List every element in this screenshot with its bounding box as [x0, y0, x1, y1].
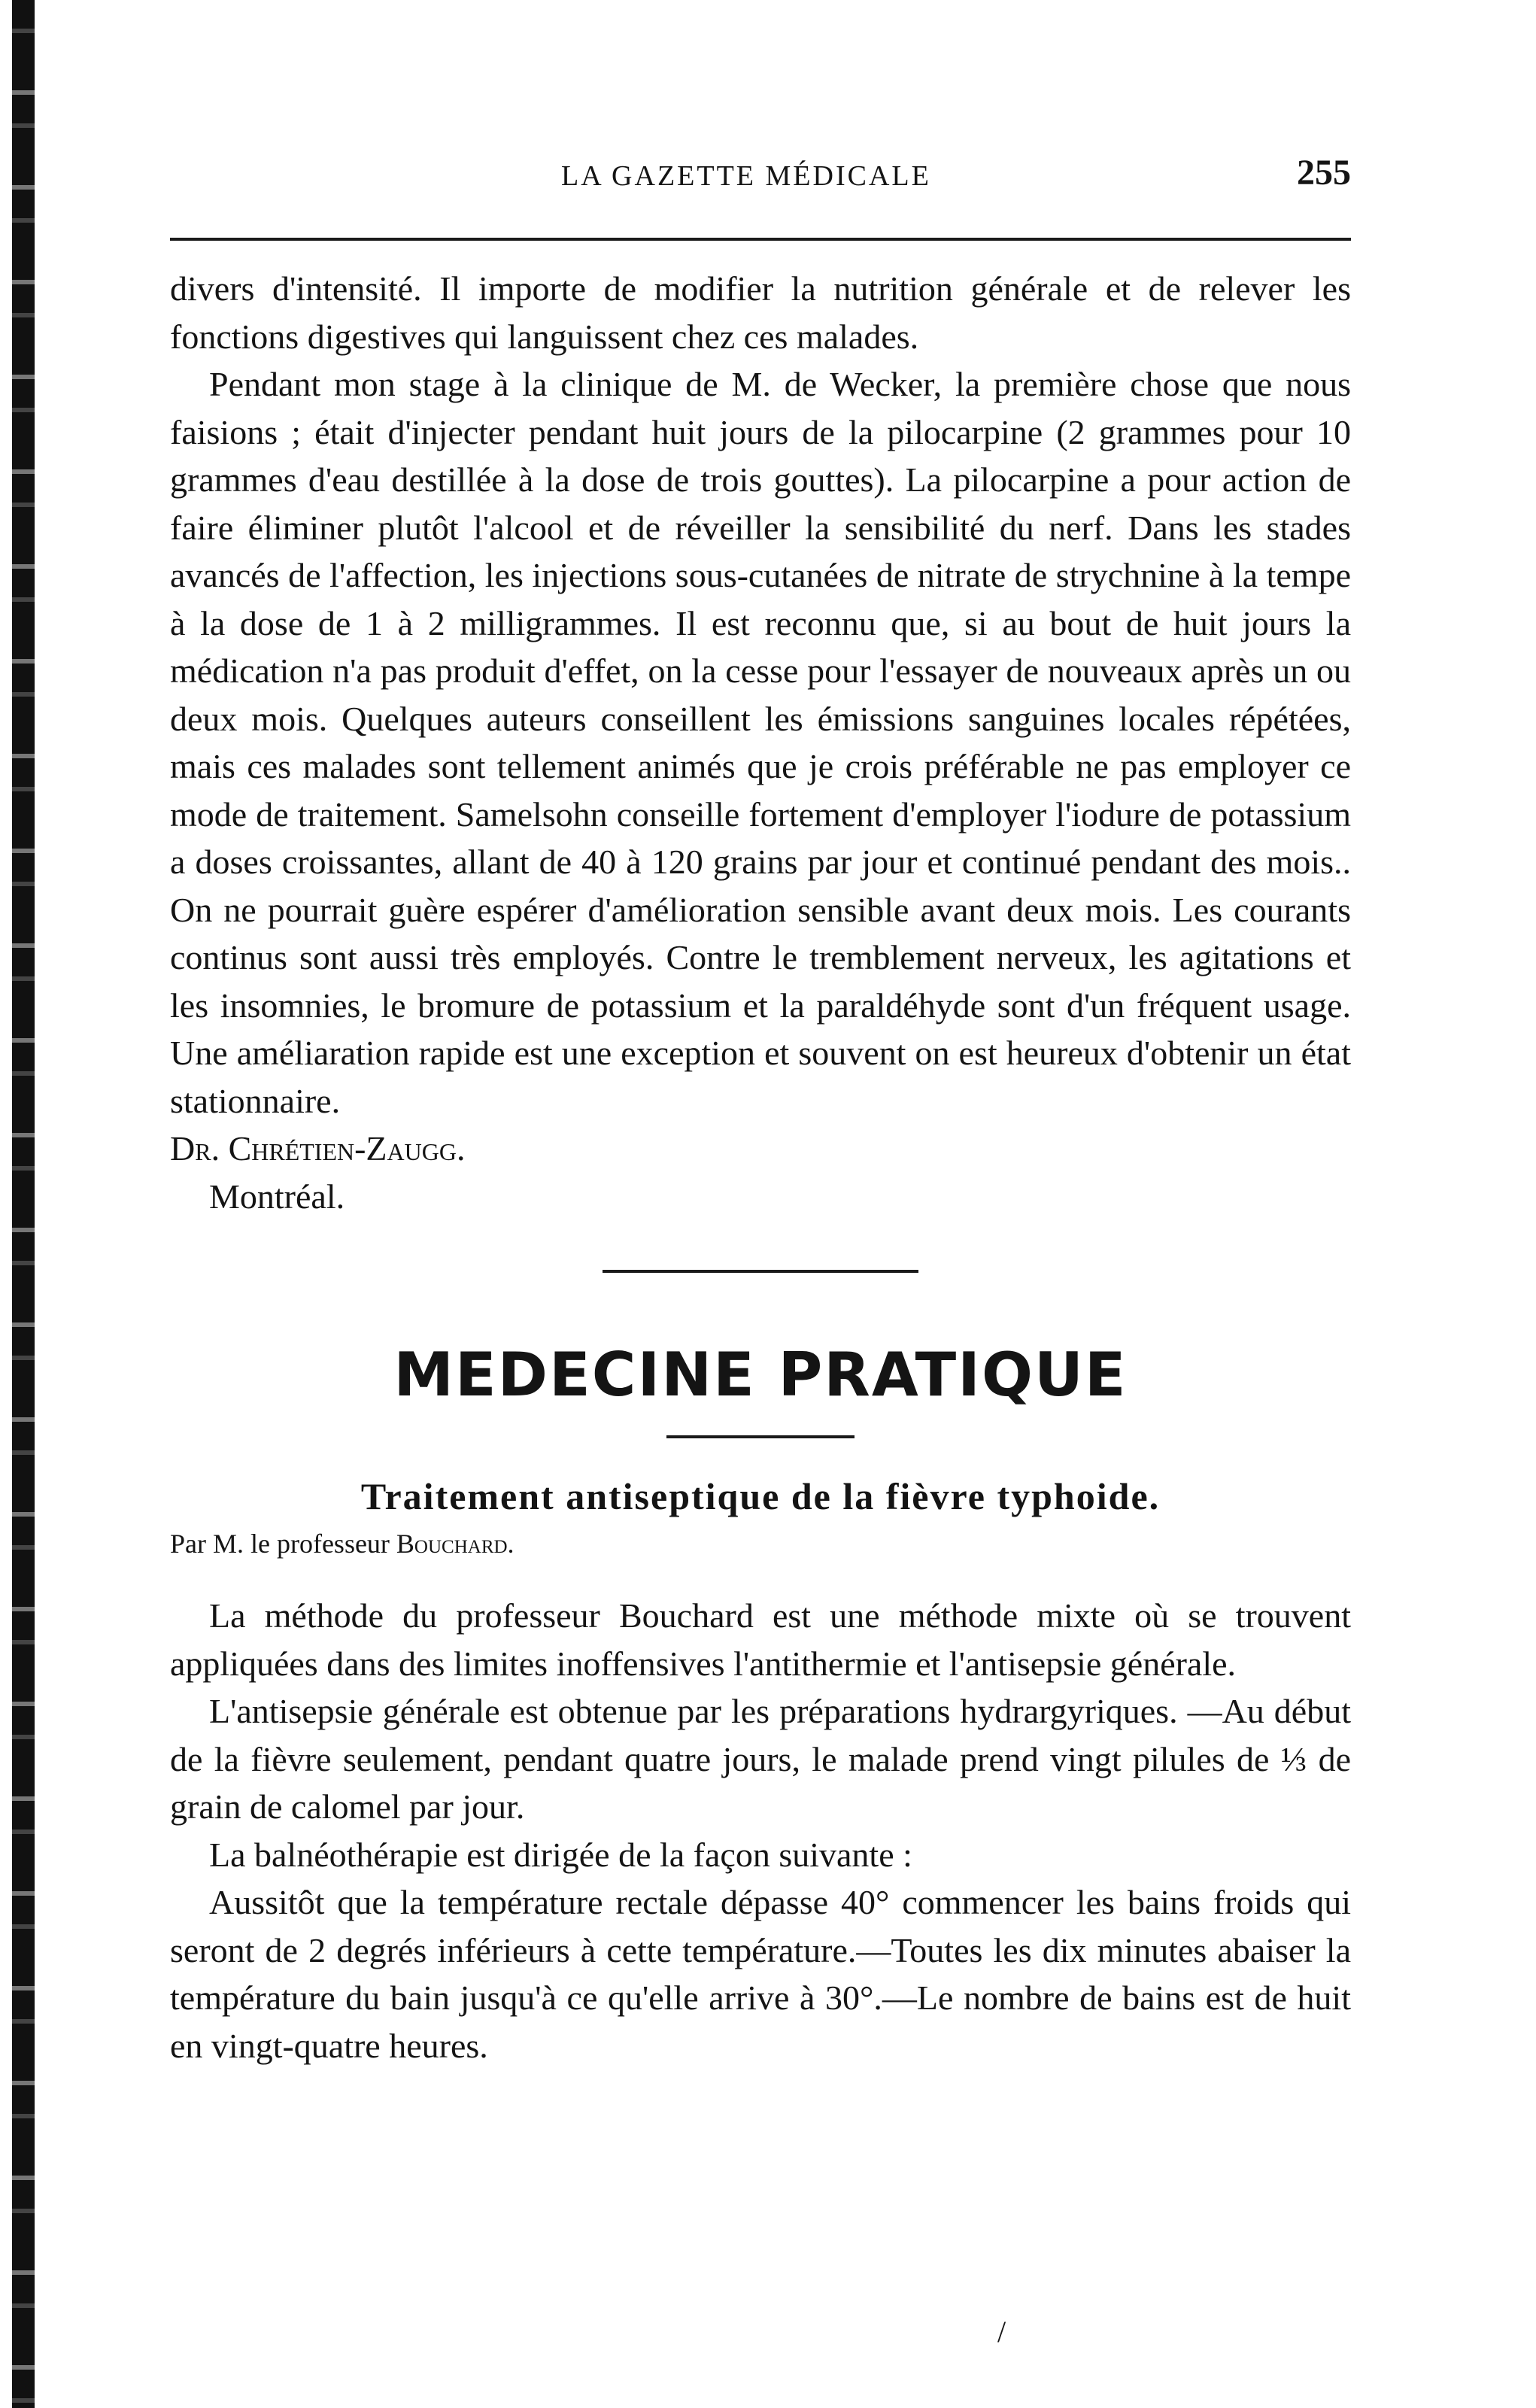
scan-binding-strip — [12, 0, 35, 2408]
author-signature: Dr. Chrétien-Zaugg. — [170, 1129, 466, 1168]
continued-paragraph: divers d'intensité. Il importe de modifier la nutrition générale et de relever les fonctions digestives qui languissent chez ces malades. — [170, 269, 1351, 356]
section-title: MEDECINE PRATIQUE — [393, 1340, 1128, 1410]
byline-prefix: Par M. le professeur — [170, 1529, 390, 1559]
body-paragraph: La méthode du professeur Bouchard est une méthode mixte où se trouvent appliquées dans des limites inoffensives l'antithermie et l'antisepsie générale. — [170, 1596, 1351, 1683]
running-head — [170, 149, 1351, 209]
article-body — [170, 1592, 1351, 2069]
text-column — [170, 265, 1351, 2069]
page-number: 255 — [1297, 153, 1351, 193]
header-rule — [170, 238, 1351, 241]
section-title-rule — [666, 1435, 855, 1438]
footer-mark: / — [997, 2315, 1006, 2349]
article-separator-rule — [603, 1270, 918, 1273]
body-paragraph: L'antisepsie générale est obtenue par les préparations hydrargyriques. —Au début de la fièvre seulement, pendant quatre jours, le malade prend vingt pilules de ⅓ de grain de calomel par jour. — [170, 1692, 1351, 1826]
byline — [170, 1521, 1351, 1566]
page-edge-shadow — [0, 0, 47, 2408]
article-title: Traitement antiseptique de la fièvre typhoide. — [360, 1475, 1161, 1517]
byline-author: Bouchard. — [396, 1529, 515, 1559]
running-title: LA GAZETTE MÉDICALE — [561, 160, 931, 192]
body-paragraph: La balnéothérapie est dirigée de la façon suivante : — [209, 1835, 912, 1874]
dateline-place: Montréal. — [209, 1177, 345, 1216]
body-paragraph: Aussitôt que la température rectale dépasse 40° commencer les bains froids qui seront de 2 degrés inférieurs à cette température.—Toutes les dix minutes abaiser la température du bain jusqu'à ce qu'elle arrive à 30°.—Le nombre de bains est de huit en vingt-quatre heures. — [170, 1883, 1351, 2065]
body-paragraph: Pendant mon stage à la clinique de M. de Wecker, la première chose que nous faisions ; était d'injecter pendant huit jours de la pilocarpine (2 grammes pour 10 grammes d'eau destillée à la dose de trois gouttes). La pilocarpine a pour action de faire éliminer plutôt l'alcool et de réveiller la sensibilité du nerf. Dans les stades avancés de l'affection, les injections sous-cutanées de nitrate de strychnine à la tempe à la dose de 1 à 2 milligrammes. Il est reconnu que, si au bout de huit jours la médication n'a pas produit d'effet, on la cesse pour l'essayer de nouveaux après un ou deux mois. Quelques auteurs conseillent les émissions sanguines locales répétées, mais ces malades sont tellement animés que je crois préférable ne pas employer ce mode de traitement. Samelsohn conseille fortement d'employer l'iodure de potassium a doses croissantes, allant de 40 à 120 grains par jour et continué pendant des mois.. On ne pourrait guère espérer d'amélioration sensible avant deux mois. Les courants continus sont aussi très employés. Contre le tremblement nerveux, les agitations et les insomnies, le bromure de potassium et la paraldéhyde sont d'un fréquent usage. Une améliaration rapide est une exception et souvent on est heureux d'obtenir un état stationnaire. — [170, 365, 1351, 1120]
